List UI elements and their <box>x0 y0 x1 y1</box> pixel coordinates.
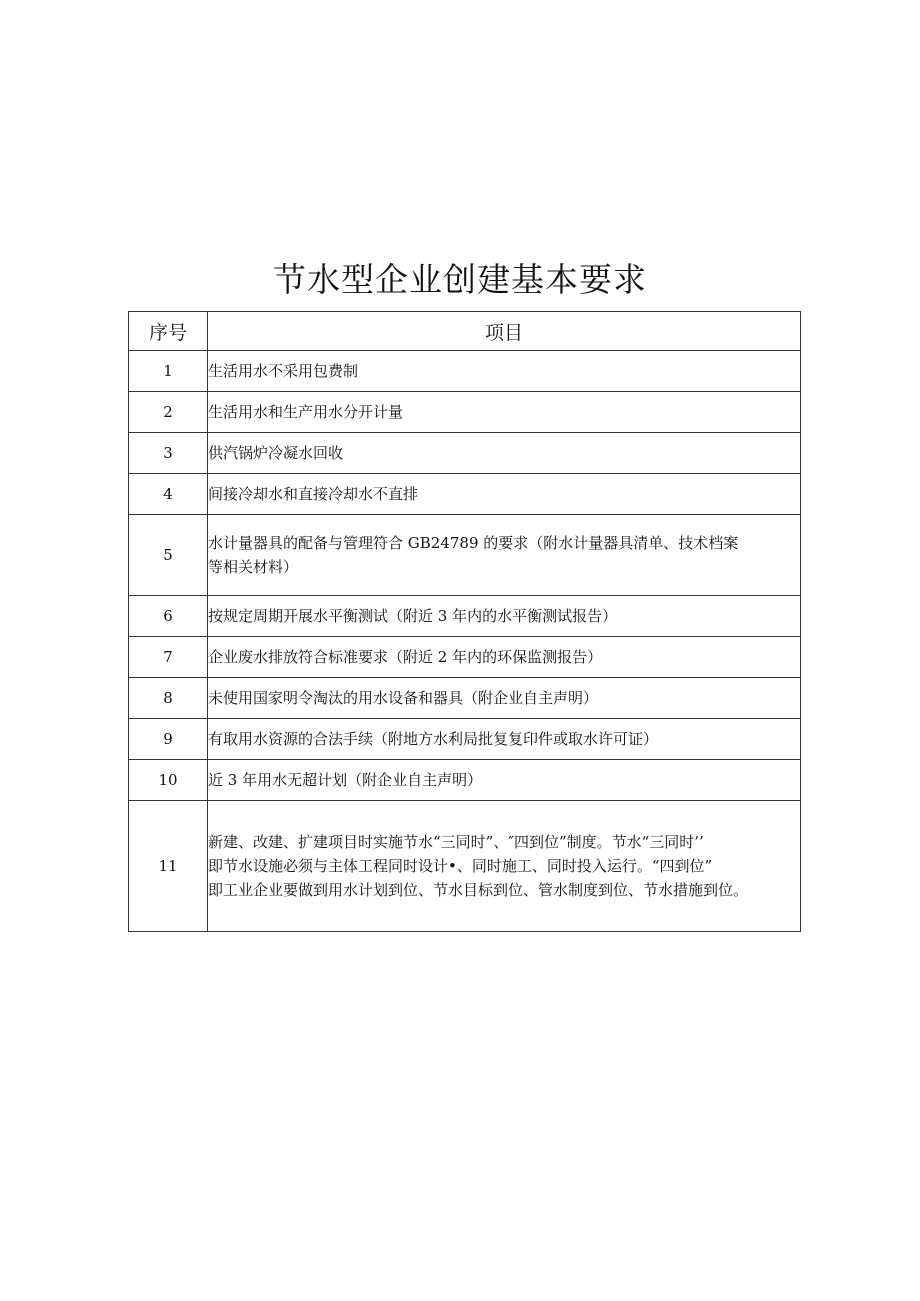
row-num: 11 <box>129 801 208 932</box>
row-item-line: 按规定周期开展水平衡测试（附近 3 年内的水平衡测试报告） <box>208 607 618 625</box>
header-num: 序号 <box>129 312 208 351</box>
row-item-line: 生活用水和生产用水分开计量 <box>208 403 404 421</box>
table-row <box>129 760 801 801</box>
row-item <box>208 801 801 932</box>
row-item <box>208 392 801 433</box>
table-row <box>129 392 801 433</box>
table-row <box>129 515 801 596</box>
table-header-row <box>129 312 801 351</box>
requirements-table <box>128 311 801 932</box>
row-num: 2 <box>129 392 208 433</box>
row-item-line: 即工业企业要做到用水计划到位、节水目标到位、管水制度到位、节水措施到位。 <box>208 881 749 899</box>
row-num: 7 <box>129 637 208 678</box>
row-item-line: 未使用国家明令淘汰的用水设备和器具（附企业自主声明） <box>208 689 599 707</box>
table-row <box>129 801 801 932</box>
row-item <box>208 719 801 760</box>
row-num: 1 <box>129 351 208 392</box>
row-item-line: 即节水设施必须与主体工程同时设计•、同时施工、同时投入运行。“四到位” <box>208 857 713 875</box>
table-row <box>129 474 801 515</box>
row-item-line: 近 3 年用水无超计划（附企业自主声明） <box>208 771 483 789</box>
row-num: 8 <box>129 678 208 719</box>
row-item <box>208 678 801 719</box>
row-num: 10 <box>129 760 208 801</box>
row-item-line: 水计量器具的配备与管理符合 GB24789 的要求（附水计量器具清单、技术档案 <box>208 534 739 552</box>
row-item <box>208 760 801 801</box>
row-item-line: 有取用水资源的合法手续（附地方水利局批复复印件或取水许可证） <box>208 730 659 748</box>
table-row <box>129 678 801 719</box>
row-item <box>208 596 801 637</box>
table-row <box>129 637 801 678</box>
row-item-line: 生活用水不采用包费制 <box>208 362 359 380</box>
row-item-line: 供汽锅炉冷凝水回收 <box>208 444 344 462</box>
table-row <box>129 433 801 474</box>
row-item <box>208 474 801 515</box>
row-item-line: 新建、改建、扩建项目时实施节水“三同时”、″四到位”制度。节水“三同时’’ <box>208 833 704 851</box>
row-num: 9 <box>129 719 208 760</box>
row-item <box>208 351 801 392</box>
header-item: 项目 <box>208 312 801 351</box>
row-item-line: 间接冷却水和直接冷却水不直排 <box>208 485 419 503</box>
row-num: 4 <box>129 474 208 515</box>
row-num: 5 <box>129 515 208 596</box>
row-item <box>208 433 801 474</box>
page-title: 节水型企业创建基本要求 <box>273 260 647 299</box>
row-item <box>208 637 801 678</box>
table-row <box>129 351 801 392</box>
row-num: 3 <box>129 433 208 474</box>
row-item-line: 等相关材料） <box>208 558 299 576</box>
row-item <box>208 515 801 596</box>
table-row <box>129 719 801 760</box>
row-item-line: 企业废水排放符合标准要求（附近 2 年内的环保监测报告） <box>208 648 603 666</box>
table-row <box>129 596 801 637</box>
row-num: 6 <box>129 596 208 637</box>
